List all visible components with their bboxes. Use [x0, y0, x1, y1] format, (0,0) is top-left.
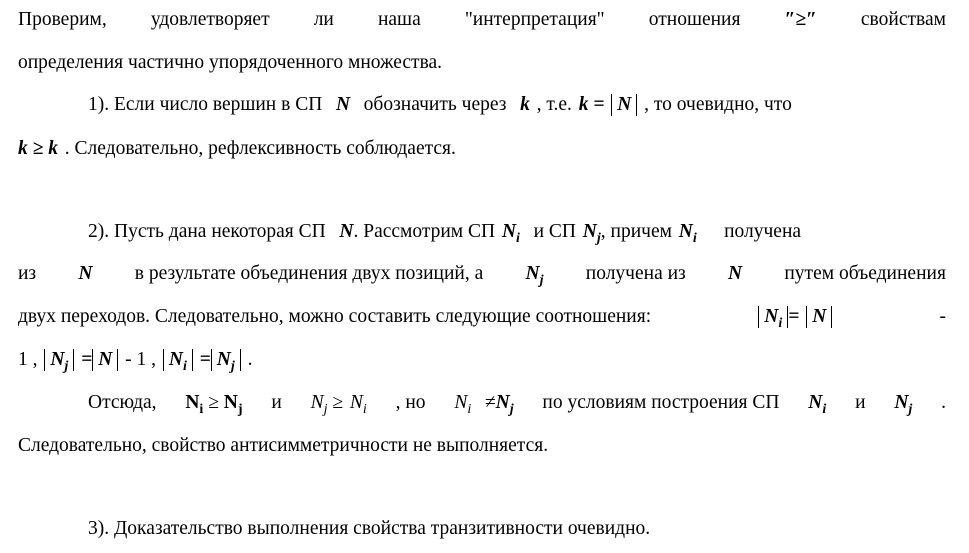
abs-Ni: $N_i$ — [758, 306, 788, 328]
math-Ni: $N_i$ — [678, 221, 697, 246]
text-run: по условиям построения СП — [542, 392, 780, 413]
math-Nj: $N_j$ — [582, 221, 601, 246]
math-k: k — [520, 94, 530, 115]
text-run: в результате объединения двух позиций, а — [134, 263, 484, 284]
math-N: N — [339, 221, 354, 242]
paragraph-3-line-2 — [18, 262, 946, 286]
text-run: . — [941, 392, 946, 413]
text-run: . Следовательно, рефлексивность соблюдается. — [64, 138, 456, 159]
text-word: "интерпретация" — [464, 9, 605, 30]
paragraph-1-line-2: определения частично упорядоченного множества. — [18, 52, 443, 73]
text-run: получена — [724, 221, 802, 242]
math-Ni: $N_i$ — [808, 392, 827, 417]
text-word: свойствам — [860, 9, 946, 30]
relation-Nj-ge-Ni: $N_j \ge N_i$ — [310, 392, 367, 417]
text-run: , причем — [600, 221, 672, 242]
abs-N: N — [92, 349, 118, 371]
paragraph-4-line-2: Следовательно, свойство антисимметричности не выполняется. — [18, 435, 549, 456]
abs-Nj: $N_j$ — [211, 349, 241, 371]
text-run: двух переходов. Следовательно, можно составить следующие соотношения: — [18, 306, 652, 327]
text-run: Отсюда, — [88, 392, 157, 413]
text-run: 2). Пусть дана некоторая СП — [88, 221, 326, 242]
abs-N — [611, 94, 637, 116]
text-word: удовлетворяет — [150, 9, 270, 30]
abs-Ni: $N_i$ — [163, 349, 193, 371]
text-run: и СП — [533, 221, 576, 242]
math-Nj: $N_j$ — [525, 263, 544, 288]
relation-symbol: ″≥″ — [784, 9, 817, 30]
relation-Ni-eq-N — [758, 305, 832, 329]
paragraph-3-line-1 — [88, 220, 946, 244]
text-run: обозначить через — [363, 94, 507, 115]
equals-sign: = — [81, 349, 93, 370]
paragraph-2-line-1 — [88, 93, 946, 117]
text-word: ли — [313, 9, 334, 30]
paragraph-4-line-1 — [88, 391, 946, 415]
text-word: и — [855, 392, 866, 413]
math-k-ge-k: k ≥ k — [18, 138, 58, 159]
text-run: - 1 , — [125, 349, 157, 370]
text-word: и — [271, 392, 282, 413]
text-run: , но — [395, 392, 426, 413]
paragraph-3-line-4 — [18, 348, 946, 372]
equals-sign: = — [788, 306, 800, 327]
math-Nj: $N_j$ — [894, 392, 913, 417]
text-run: путем объединения — [784, 263, 946, 284]
relation-Ni-ge-Nj-bold: $N_i \ge N_j$ — [185, 392, 243, 417]
equals-sign: = — [199, 349, 211, 370]
text-run: . Рассмотрим СП — [353, 221, 496, 242]
paragraph-3-line-3 — [18, 305, 946, 329]
abs-N: N — [806, 306, 832, 328]
math-k-equals: k = — [578, 94, 605, 115]
paragraph-5-line-1: 3). Доказательство выполнения свойства транзитивности очевидно. — [88, 518, 651, 539]
text-word: отношения — [648, 9, 741, 30]
paragraph-2-line-2 — [18, 137, 946, 161]
text-word: наша — [377, 9, 421, 30]
math-Ni: $N_i$ — [501, 221, 520, 246]
text-run: . — [247, 349, 253, 370]
text-run: 1 , — [18, 349, 38, 370]
math-N: N — [335, 94, 351, 115]
text-run: 1). Если число вершин в СП — [88, 94, 323, 115]
minus-sign: - — [939, 306, 946, 327]
paragraph-1-line-1 — [18, 8, 946, 32]
math-N: N — [617, 94, 632, 115]
abs-Nj: $N_j$ — [44, 349, 74, 371]
text-word: Проверим, — [18, 9, 107, 30]
text-run: , т.е. — [536, 94, 572, 115]
math-N: N — [78, 263, 93, 284]
text-run: получена из — [585, 263, 686, 284]
math-N: N — [728, 263, 743, 284]
text-run: , то очевидно, что — [644, 94, 792, 115]
text-word: из — [18, 263, 37, 284]
relation-Ni-ne-Nj: $N_i \ne N_j$ — [454, 392, 514, 417]
